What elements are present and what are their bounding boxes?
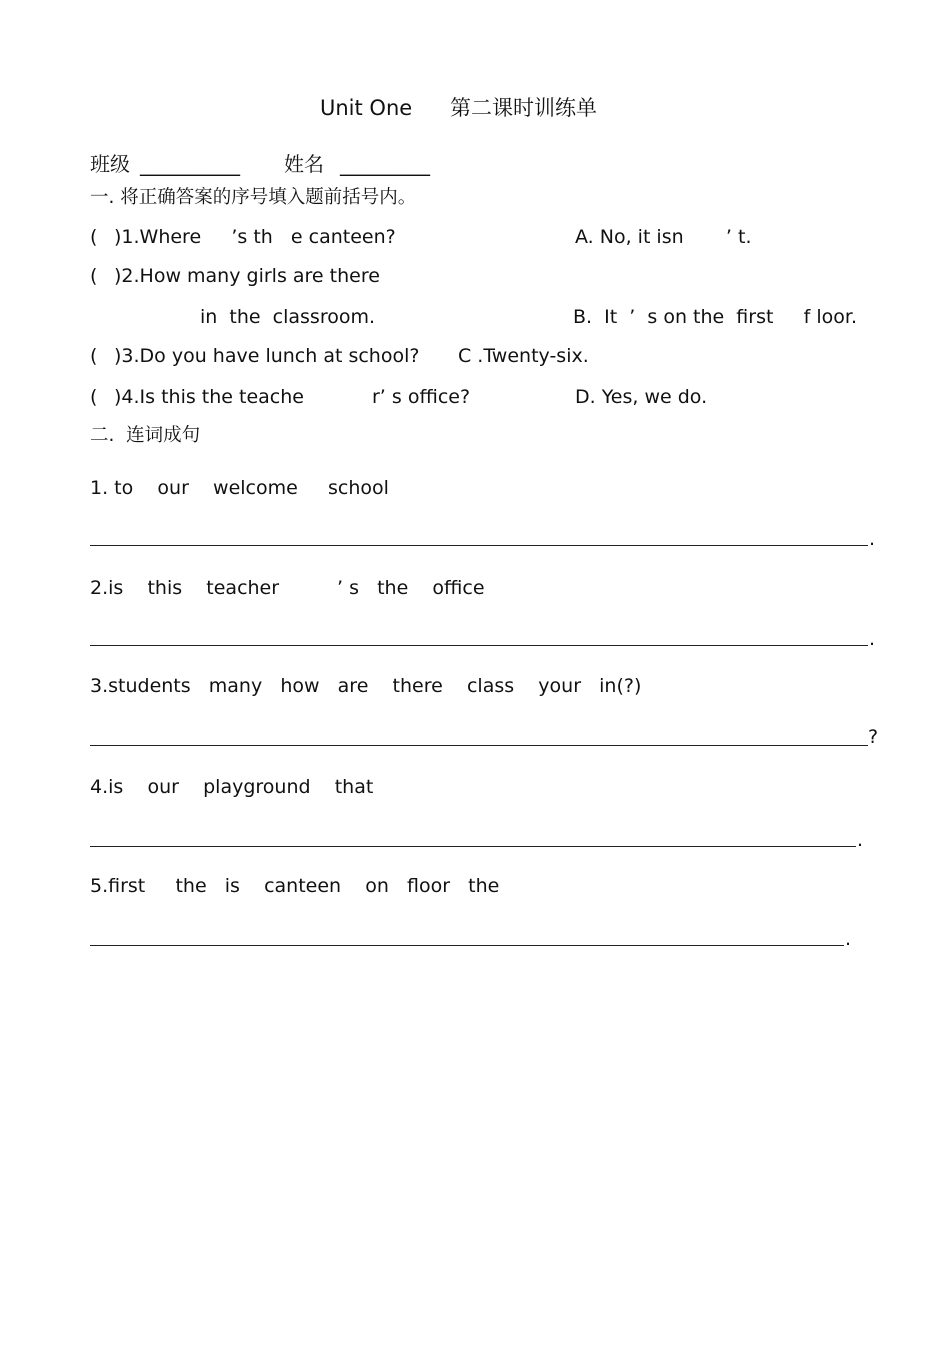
item5-end-mark: .: [845, 928, 852, 950]
q3-bracket: (: [90, 345, 98, 367]
section2-heading: 二. 连词成句: [90, 425, 201, 446]
item2-end-mark: .: [869, 628, 876, 650]
item5-prompt: 5.first the is canteen on floor the: [90, 875, 500, 897]
name-label: 姓名: [284, 152, 324, 176]
title-unit: Unit One: [320, 96, 413, 120]
item4-answer-line[interactable]: [90, 846, 856, 847]
q1-text: )1.Where ’s th e canteen?: [114, 226, 396, 248]
option-d: D. Yes, we do.: [575, 386, 708, 408]
item4-prompt: 4.is our playground that: [90, 776, 374, 798]
q3-text: )3.Do you have lunch at school?: [114, 345, 420, 367]
q2-text: )2.How many girls are there: [114, 265, 380, 287]
class-label: 班级: [90, 152, 130, 176]
q4-tail: r’ s office?: [372, 386, 471, 408]
class-blank: __________: [140, 152, 240, 176]
item2-prompt: 2.is this teacher: [90, 577, 280, 599]
item5-answer-line[interactable]: [90, 945, 844, 946]
item4-end-mark: .: [857, 829, 864, 851]
item2-answer-line[interactable]: [90, 645, 868, 646]
option-a: A. No, it isn ’ t.: [575, 226, 752, 248]
item1-answer-line[interactable]: [90, 545, 868, 546]
q4-text: )4.Is this the teache: [114, 386, 304, 408]
title-subtitle: 第二课时训练单: [450, 96, 597, 120]
item3-end-mark: ?: [868, 726, 879, 748]
q2-bracket: (: [90, 265, 98, 287]
q2-continuation: in the classroom.: [200, 306, 376, 328]
section1-heading: 一. 将正确答案的序号填入题前括号内。: [90, 187, 417, 208]
item1-prompt: 1. to our welcome school: [90, 477, 389, 499]
option-b: B. It ’ s on the first f loor.: [573, 306, 857, 328]
item2-prompt-tail: ’ s the office: [337, 577, 485, 599]
q4-bracket: (: [90, 386, 98, 408]
option-c: C .Twenty-six.: [458, 345, 589, 367]
item3-prompt: 3.students many how are there class your in(?): [90, 675, 642, 697]
name-blank: _________: [340, 152, 430, 176]
item1-end-mark: .: [869, 528, 876, 550]
item3-answer-line[interactable]: [90, 745, 868, 746]
q1-bracket: (: [90, 226, 98, 248]
